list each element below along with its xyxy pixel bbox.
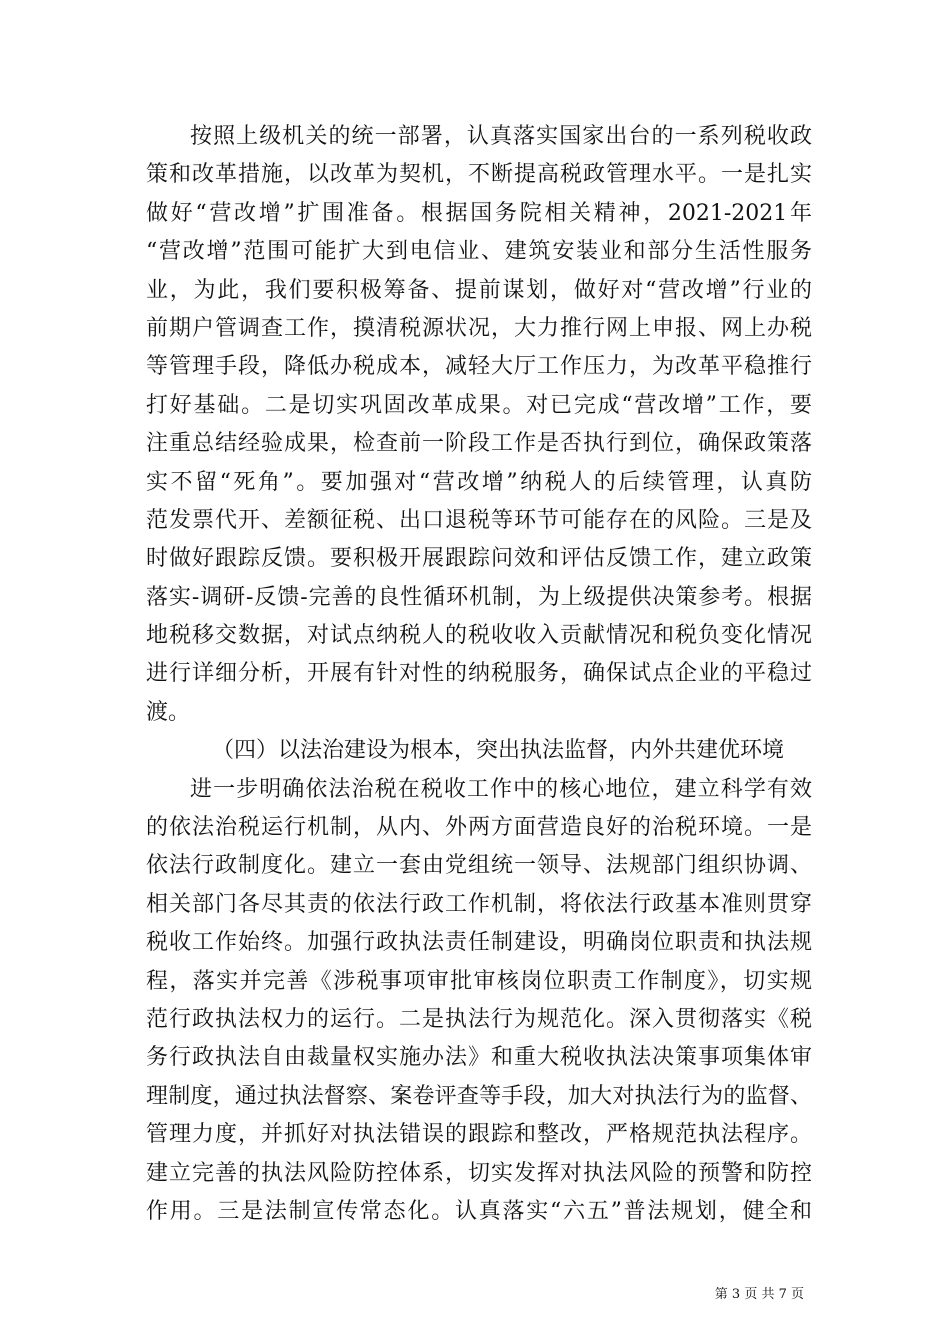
paragraph-2-line-3: 依法行政制度化。建立一套由党组统一领导、法规部门组织协调、 [146,853,812,879]
paragraph-2-line-8: 务行政执法自由裁量权实施办法》和重大税收执法决策事项集体审 [146,1045,812,1071]
paragraph-1-line-13: 落实-调研-反馈-完善的良性循环机制，为上级提供决策参考。根据 [146,584,812,610]
paragraph-1-line-12: 时做好跟踪反馈。要积极开展跟踪问效和评估反馈工作，建立政策 [146,546,812,572]
paragraph-1-line-3: 做好“营改增”扩围准备。根据国务院相关精神，2021-2021年 [146,200,812,226]
paragraph-2-line-11: 建立完善的执法风险防控体系，切实发挥对执法风险的预警和防控 [146,1160,812,1186]
paragraph-1-line-1: 按照上级机关的统一部署，认真落实国家出台的一系列税收政 [190,124,812,149]
paragraph-2-line-2: 的依法治税运行机制，从内、外两方面营造良好的治税环境。一是 [146,815,812,841]
paragraph-1-line-9: 注重总结经验成果，检查前一阶段工作是否执行到位，确保政策落 [146,431,812,457]
paragraph-1-line-8: 打好基础。二是切实巩固改革成果。对已完成“营改增”工作，要 [146,392,812,418]
paragraph-2-line-1: 进一步明确依法治税在税收工作中的核心地位，建立科学有效 [190,776,812,802]
paragraph-1-line-14: 地税移交数据，对试点纳税人的税收收入贡献情况和税负变化情况 [146,623,812,649]
page-number-footer: 第 3 页 共 7 页 [714,1287,804,1302]
paragraph-2-line-4: 相关部门各尽其责的依法行政工作机制，将依法行政基本准则贯穿 [146,891,812,917]
paragraph-1-line-5: 业，为此，我们要积极筹备、提前谋划，做好对“营改增”行业的 [146,277,812,303]
section-heading: （四）以法治建设为根本，突出执法监督，内外共建优环境 [212,738,785,764]
paragraph-1-line-2: 策和改革措施，以改革为契机，不断提高税政管理水平。一是扎实 [146,162,812,188]
paragraph-2-line-5: 税收工作始终。加强行政执法责任制建设，明确岗位职责和执法规 [146,930,812,956]
paragraph-2-line-10: 管理力度，并抓好对执法错误的跟踪和整改，严格规范执法程序。 [146,1122,812,1148]
paragraph-2-line-9: 理制度，通过执法督察、案卷评查等手段，加大对执法行为的监督、 [146,1083,812,1109]
paragraph-1-line-16: 渡。 [146,699,191,725]
paragraph-2-line-6: 程，落实并完善《涉税事项审批审核岗位职责工作制度》，切实规 [146,968,812,994]
paragraph-1-line-10: 实不留“死角”。要加强对“营改增”纳税人的后续管理，认真防 [146,469,812,495]
paragraph-1-line-4: “营改增”范围可能扩大到电信业、建筑安装业和部分生活性服务 [146,239,812,265]
paragraph-1-line-7: 等管理手段，降低办税成本，减轻大厅工作压力，为改革平稳推行 [146,354,812,380]
paragraph-1-line-15: 进行详细分析，开展有针对性的纳税服务，确保试点企业的平稳过 [146,661,812,687]
document-body [146,118,812,1231]
paragraph-1-line-11: 范发票代开、差额征税、出口退税等环节可能存在的风险。三是及 [146,507,812,533]
paragraph-2-line-7: 范行政执法权力的运行。二是执法行为规范化。深入贯彻落实《税 [146,1006,812,1032]
paragraph-1-line-6: 前期户管调查工作，摸清税源状况，大力推行网上申报、网上办税 [146,315,812,341]
paragraph-2-line-12: 作用。三是法制宣传常态化。认真落实“六五”普法规划，健全和 [146,1198,812,1224]
